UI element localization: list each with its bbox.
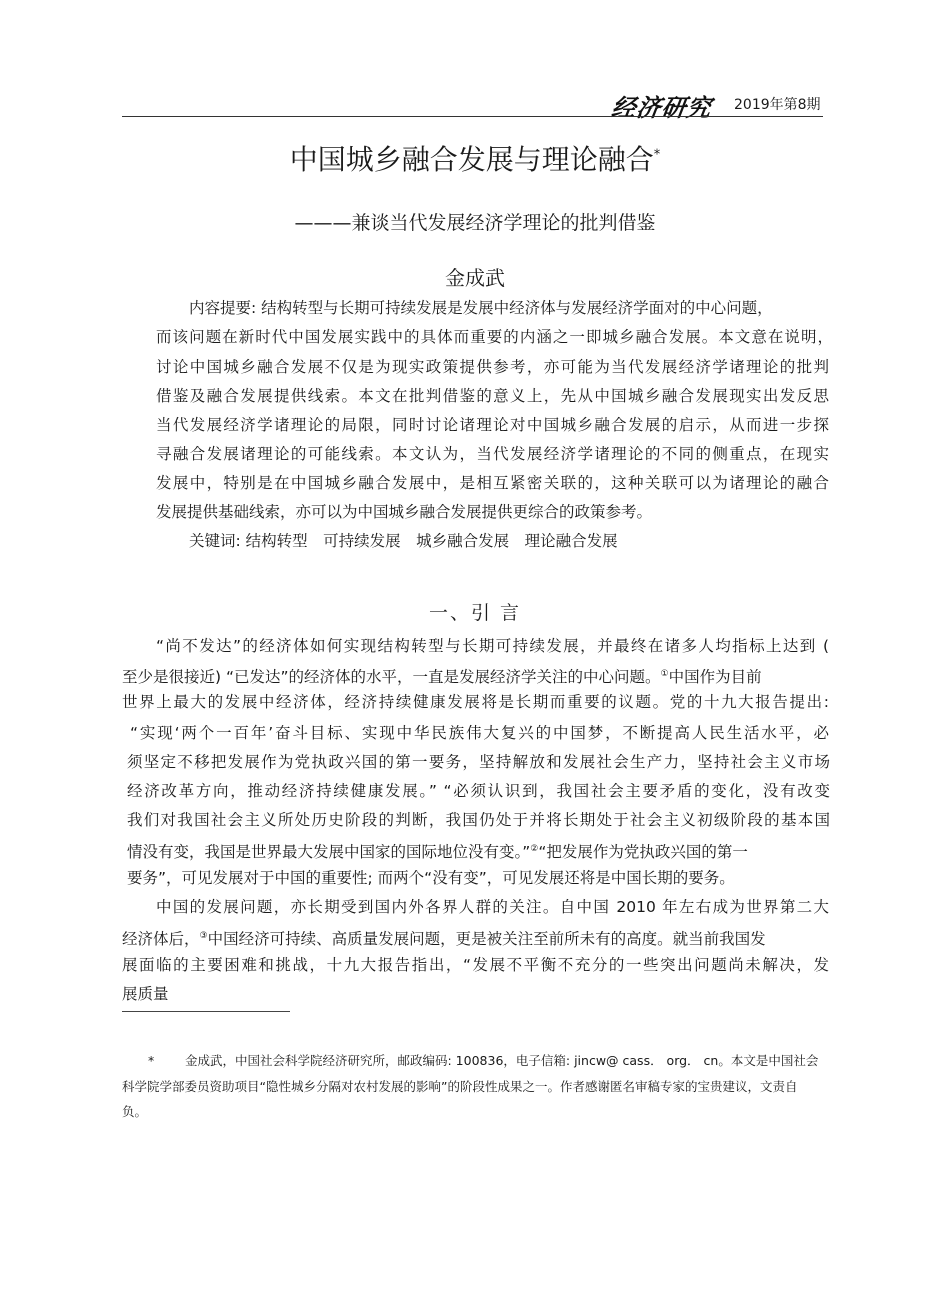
body-text: 至少是很接近) “已发达”的经济体的水平，一直是发展经济学关注的中心问题。 [122,668,661,687]
footnote-ref: ③ [199,931,208,941]
article-subtitle: ———兼谈当代发展经济学理论的批判借鉴 [294,212,656,234]
header-rule [122,116,823,117]
body-line: 中国的发展问题，亦长期受到国内外各界人群的关注。自中国 2010 年左右成为世界第二大 [156,898,829,916]
article-title [0,138,950,178]
body-text: 经济体后， [122,930,200,949]
body-text: 情没有变，我国是世界最大发展中国家的国际地位没有变。” [127,843,531,862]
body-line: 展质量 [122,985,169,1003]
journal-logo: 经济研究 [609,93,714,122]
section-heading: 一、引 言 [428,602,522,624]
body-line [122,922,766,950]
abstract-line: 借鉴及融合发展提供线索。本文在批判借鉴的意义上，先从中国城乡融合发展现实出发反思 [156,387,829,405]
body-line: “尚不发达”的经济体如何实现结构转型与长期可持续发展，并最终在诸多人均指标上达到 ( [156,637,829,655]
issue-label: 2019年第8期 [734,97,821,113]
keywords: 关键词: 结构转型 可持续发展 城乡融合发展 理论融合发展 [189,532,618,550]
body-line: 须坚定不移把发展作为党执政兴国的第一要务，坚持解放和发展社会生产力，坚持社会主义市场 [127,753,830,771]
footnote-line: 负。 [122,1104,148,1119]
abstract-line: 发展提供基础线索，亦可以为中国城乡融合发展提供更综合的政策参考。 [156,503,653,521]
body-line: 我们对我国社会主义所处历史阶段的判断，我国仍处于并将长期处于社会主义初级阶段的基本国 [127,811,830,829]
body-line: “实现‘两个一百年’奋斗目标、实现中华民族伟大复兴的中国梦，不断提高人民生活水平，必 [130,724,829,742]
body-text: 中国经济可持续、高质量发展问题，更是被关注至前所未有的高度。就当前我国发 [207,930,766,949]
footnote-line: 科学院学部委员资助项目“隐性城乡分隔对农村发展的影响”的阶段性成果之一。作者感谢匿名审稿专家的宝贵建议，文责自 [122,1079,798,1094]
body-line [122,660,762,688]
abstract-line: 内容提要: 结构转型与长期可持续发展是发展中经济体与发展经济学面对的中心问题， [189,299,773,317]
article-title-text: 中国城乡融合发展与理论融合 [289,143,654,176]
body-text: 中国作为目前 [668,668,762,687]
footnote-mark: * [148,1053,155,1068]
abstract-line: 发展中，特别是在中国城乡融合发展中，是相互紧密关联的，这种关联可以为诸理论的融合 [156,474,829,492]
body-text: “把发展作为党执政兴国的第一 [538,843,748,862]
footnote-ref: ① [660,669,669,679]
body-line: 要务”，可见发展对于中国的重要性; 而两个“没有变”，可见发展还将是中国长期的要务。 [127,869,735,887]
footnote-rule [122,1011,290,1012]
title-note-mark: * [653,147,661,163]
abstract-line: 当代发展经济学诸理论的局限，同时讨论诸理论对中国城乡融合发展的启示，从而进一步探 [156,416,829,434]
body-line: 世界上最大的发展中经济体，经济持续健康发展将是长期而重要的议题。党的十九大报告提出: [122,693,829,711]
footnote-line: 金成武，中国社会科学院经济研究所，邮政编码: 100836，电子信箱: jincw@ cass． org． cn。本文是中国社会 [185,1053,819,1068]
author-name: 金成武 [445,266,505,290]
abstract-line: 寻融合发展诸理论的可能线索。本文认为，当代发展经济学诸理论的不同的侧重点，在现实 [156,445,829,463]
abstract-line: 而该问题在新时代中国发展实践中的具体而重要的内涵之一即城乡融合发展。本文意在说明， [156,328,833,346]
body-line [127,835,748,863]
abstract-line: 讨论中国城乡融合发展不仅是为现实政策提供参考，亦可能为当代发展经济学诸理论的批判 [156,358,829,376]
body-line: 展面临的主要困难和挑战，十九大报告指出，“发展不平衡不充分的一些突出问题尚未解决，发 [122,956,829,974]
body-line: 经济改革方向，推动经济持续健康发展。” “必须认识到，我国社会主要矛盾的变化，没有改变 [127,782,830,800]
footnote-ref: ② [530,844,539,854]
